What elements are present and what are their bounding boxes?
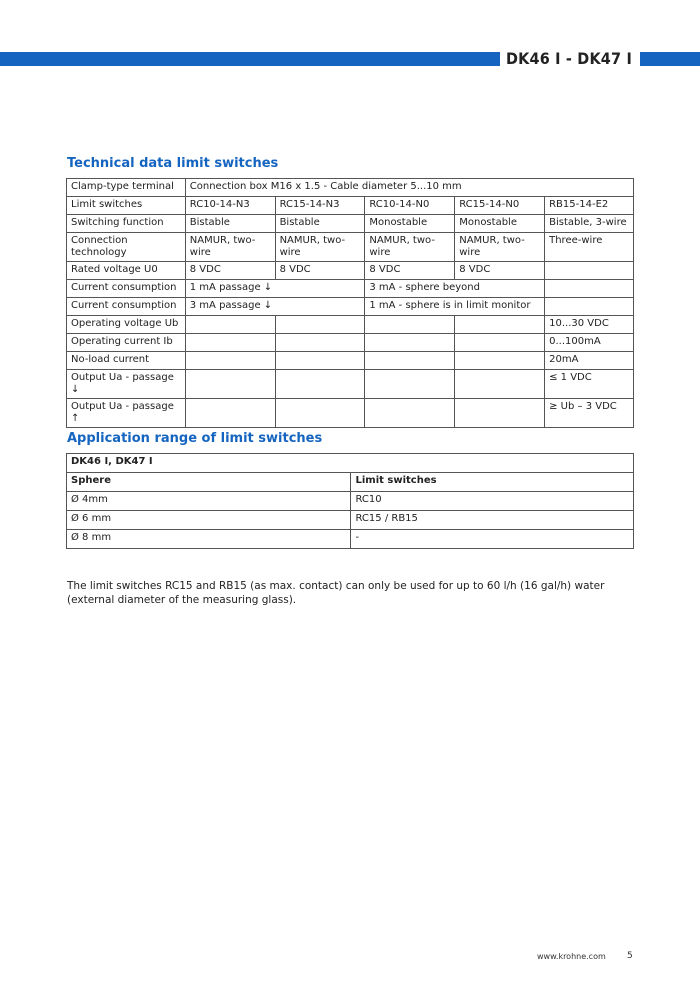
row-label: Output Ua - passage ↑ xyxy=(67,399,186,428)
table-row xyxy=(67,370,634,399)
table-row xyxy=(67,454,634,473)
cell-empty xyxy=(275,334,365,352)
section-title-technical-data: Technical data limit switches xyxy=(67,156,279,171)
cell-value: NAMUR, two-wire xyxy=(455,233,545,262)
cell-empty xyxy=(455,334,545,352)
table-row xyxy=(67,334,634,352)
cell-value: 1 mA passage ↓ xyxy=(185,280,365,298)
table-row xyxy=(67,530,634,549)
cell-empty xyxy=(365,334,455,352)
table-row xyxy=(67,492,634,511)
footer-website: www.krohne.com xyxy=(537,952,606,961)
cell-value: 3 mA - sphere beyond xyxy=(365,280,545,298)
cell-empty xyxy=(275,399,365,428)
cell-empty xyxy=(455,370,545,399)
device-header: DK46 I, DK47 I xyxy=(67,454,634,473)
cell-empty xyxy=(275,352,365,370)
header-bar-left xyxy=(0,52,500,66)
row-label: Clamp-type terminal xyxy=(67,179,186,197)
cell-value: Connection box M16 x 1.5 - Cable diameter 5...10 mm xyxy=(185,179,633,197)
application-range-table xyxy=(66,453,634,549)
cell-value: RC15-14-N3 xyxy=(275,197,365,215)
cell-empty xyxy=(365,316,455,334)
page-number: 5 xyxy=(627,951,633,961)
header-bar-right xyxy=(640,52,700,66)
table-row xyxy=(67,280,634,298)
cell-empty xyxy=(275,316,365,334)
table-row xyxy=(67,233,634,262)
cell-value: 8 VDC xyxy=(275,262,365,280)
table-row xyxy=(67,473,634,492)
cell-value: NAMUR, two-wire xyxy=(185,233,275,262)
sphere-cell: Ø 8 mm xyxy=(67,530,351,549)
cell-value: RB15-14-E2 xyxy=(545,197,634,215)
switches-cell: - xyxy=(351,530,634,549)
table-row xyxy=(67,298,634,316)
cell-value: Bistable xyxy=(275,215,365,233)
note-paragraph: The limit switches RC15 and RB15 (as max. contact) can only be used for up to 60 l/h (16 gal/h) water (external diameter of the measuring glass). xyxy=(67,580,605,606)
table-row xyxy=(67,179,634,197)
switches-cell: RC10 xyxy=(351,492,634,511)
cell-value: Monostable xyxy=(455,215,545,233)
row-label: Operating current Ib xyxy=(67,334,186,352)
cell-value: RC10-14-N0 xyxy=(365,197,455,215)
cell-empty xyxy=(545,298,634,316)
row-label: No-load current xyxy=(67,352,186,370)
row-label: Switching function xyxy=(67,215,186,233)
table-row xyxy=(67,316,634,334)
cell-empty xyxy=(185,399,275,428)
technical-data-table xyxy=(66,178,634,428)
table-row xyxy=(67,197,634,215)
cell-empty xyxy=(365,399,455,428)
cell-value: Bistable, 3-wire xyxy=(545,215,634,233)
table-row xyxy=(67,352,634,370)
cell-value: 1 mA - sphere is in limit monitor xyxy=(365,298,545,316)
cell-value: 0...100mA xyxy=(545,334,634,352)
sphere-cell: Ø 4mm xyxy=(67,492,351,511)
cell-empty xyxy=(545,280,634,298)
cell-value: 20mA xyxy=(545,352,634,370)
row-label: Current consumption xyxy=(67,280,186,298)
cell-value: 10...30 VDC xyxy=(545,316,634,334)
cell-empty xyxy=(185,352,275,370)
column-header-limit-switches: Limit switches xyxy=(351,473,634,492)
cell-value: ≤ 1 VDC xyxy=(545,370,634,399)
row-label: Connection technology xyxy=(67,233,186,262)
cell-empty xyxy=(275,370,365,399)
cell-value: NAMUR, two-wire xyxy=(275,233,365,262)
column-header-sphere: Sphere xyxy=(67,473,351,492)
cell-value: 8 VDC xyxy=(455,262,545,280)
cell-empty xyxy=(185,370,275,399)
row-label: Current consumption xyxy=(67,298,186,316)
row-label: Operating voltage Ub xyxy=(67,316,186,334)
sphere-cell: Ø 6 mm xyxy=(67,511,351,530)
cell-value: 8 VDC xyxy=(185,262,275,280)
cell-empty xyxy=(185,316,275,334)
cell-value: Monostable xyxy=(365,215,455,233)
cell-empty xyxy=(185,334,275,352)
switches-cell: RC15 / RB15 xyxy=(351,511,634,530)
table-row xyxy=(67,399,634,428)
cell-empty xyxy=(545,262,634,280)
table-row xyxy=(67,215,634,233)
cell-value: Three-wire xyxy=(545,233,634,262)
cell-empty xyxy=(365,370,455,399)
row-label: Limit switches xyxy=(67,197,186,215)
document-title: DK46 I - DK47 I xyxy=(506,49,632,68)
cell-value: 3 mA passage ↓ xyxy=(185,298,365,316)
cell-empty xyxy=(455,352,545,370)
cell-value: Bistable xyxy=(185,215,275,233)
row-label: Rated voltage U0 xyxy=(67,262,186,280)
cell-value: 8 VDC xyxy=(365,262,455,280)
table-row xyxy=(67,262,634,280)
cell-value: ≥ Ub – 3 VDC xyxy=(545,399,634,428)
cell-empty xyxy=(455,316,545,334)
cell-value: RC15-14-N0 xyxy=(455,197,545,215)
cell-empty xyxy=(365,352,455,370)
cell-value: NAMUR, two-wire xyxy=(365,233,455,262)
table-row xyxy=(67,511,634,530)
section-title-application-range: Application range of limit switches xyxy=(67,431,323,446)
cell-value: RC10-14-N3 xyxy=(185,197,275,215)
row-label: Output Ua - passage ↓ xyxy=(67,370,186,399)
cell-empty xyxy=(455,399,545,428)
